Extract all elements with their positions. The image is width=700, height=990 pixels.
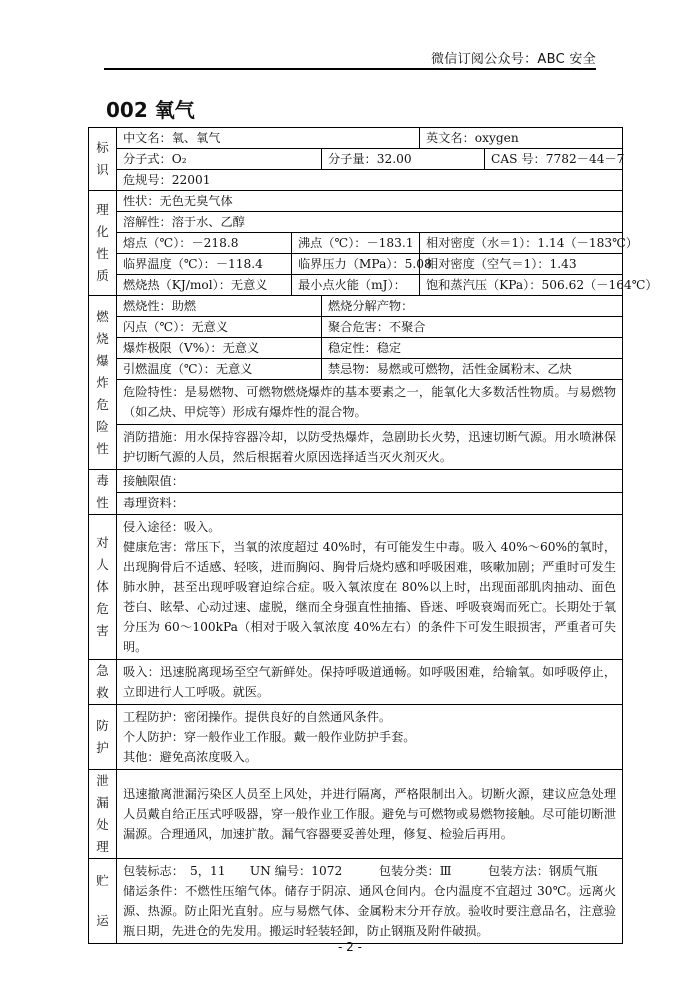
boiling-cell: 沸点（℃）：－183.1 — [292, 233, 420, 254]
header-rule — [104, 68, 596, 70]
mol-weight-cell: 分子量：32.00 — [322, 149, 485, 170]
combustion-heat-cell: 燃烧热（KJ/mol）：无意义 — [117, 275, 292, 296]
ident-row-1 — [89, 128, 623, 149]
toxicology-data-cell: 毒理资料： — [117, 492, 623, 515]
physchem-row-4 — [89, 254, 623, 275]
protection-category: 防 护 — [89, 705, 117, 770]
fire-row-4 — [89, 359, 623, 380]
physchem-row-2 — [89, 212, 623, 233]
flammability-cell: 燃烧性：助燃 — [117, 296, 322, 317]
fire-row-6 — [89, 425, 623, 470]
physchem-row-5 — [89, 275, 623, 296]
cas-cell: CAS 号：7782－44－7 — [485, 149, 623, 170]
autoignition-cell: 引燃温度（℃）：无意义 — [117, 359, 322, 380]
firefighting-cell: 消防措施：用水保持容器冷却，以防受热爆炸，急剧助长火势，迅速切断气源。用水喷淋保护切断气源的人员，然后根据着火原因选择适当灭火剂灭火。 — [117, 425, 623, 470]
min-ignition-cell: 最小点火能（mJ）： — [292, 275, 420, 296]
ident-row-3 — [89, 170, 623, 191]
firstaid-row — [89, 660, 623, 705]
leak-category: 泄 漏 处 理 — [89, 770, 117, 859]
storage-conditions-text: 储运条件：不燃性压缩气体。储存于阴凉、通风仓间内。仓内温度不宜超过 30℃。远离火源、热源。防止阳光直射。应与易燃气体、金属粉末分开存放。验收时要注意品名，注意验瓶日期，先进仓的先发用。搬运时轻装轻卸，防止钢瓶及附件破损。 — [123, 884, 617, 938]
flash-point-cell: 闪点（℃）：无意义 — [117, 317, 322, 338]
packing-info-text: 包装标志： 5，11 UN 编号：1072 包装分类：Ⅲ 包装方法：钢质气瓶 — [123, 864, 598, 878]
toxicity-row-2 — [89, 492, 623, 515]
wechat-account-label: 微信订阅公众号：ABC 安全 — [431, 52, 596, 67]
fire-row-5 — [89, 380, 623, 425]
storage-cell — [117, 859, 623, 944]
firstaid-category: 急 救 — [89, 660, 117, 705]
other-protection-text: 其他：避免高浓度吸入。 — [123, 750, 258, 764]
incompatible-cell: 禁忌物：易燃或可燃物，活性金属粉末、乙炔 — [322, 359, 623, 380]
leak-row — [89, 770, 623, 859]
protection-cell — [117, 705, 623, 770]
exposure-limits-cell: 接触限值： — [117, 470, 623, 493]
explosion-limit-cell: 爆炸极限（V%）：无意义 — [117, 338, 322, 359]
fire-row-3 — [89, 338, 623, 359]
hazard-no-cell: 危规号：22001 — [117, 170, 623, 191]
msds-table — [88, 127, 658, 944]
leak-handling-cell: 迅速撤离泄漏污染区人员至上风处，并进行隔离，严格限制出入。切断火源，建议应急处理人员戴自给正压式呼吸器，穿一般作业工作服。避免与可燃物或易燃物接触。尽可能切断泄漏源。合理通风，加速扩散。漏气容器要妥善处理，修复、检验后再用。 — [117, 770, 623, 859]
stability-cell: 稳定性：稳定 — [322, 338, 623, 359]
polymerization-cell: 聚合危害：不聚合 — [322, 317, 623, 338]
rel-density-air-cell: 相对密度（空气＝1）：1.43 — [420, 254, 623, 275]
personal-protection-text: 个人防护：穿一般作业工作服。戴一般作业防护手套。 — [123, 730, 416, 744]
solubility-cell: 溶解性：溶于水、乙醇 — [117, 212, 623, 233]
firstaid-cell: 吸入：迅速脱离现场至空气新鲜处。保持呼吸道通畅。如呼吸困难，给输氧。如呼吸停止，立即进行人工呼吸。就医。 — [117, 660, 623, 705]
fire-row-1 — [89, 296, 623, 317]
health-hazard-text: 健康危害：常压下，当氧的浓度超过 40%时，有可能发生中毒。吸入 40%～60%的氧时，出现胸骨后不适感、轻咳，进而胸闷、胸骨后烧灼感和呼吸困难，咳嗽加剧；严重时可发生肺水肿，甚至出现呼吸窘迫综合症。吸入氧浓度在 80%以上时，出现面部肌肉抽动、面色苍白、眩晕、心动过速、虚脱，继而全身强直性抽搐、昏迷、呼吸衰竭而死亡。长期处于氧分压为 60～100kPa（相对于吸入氧浓度 40%左右）的条件下可发生眼损害，严重者可失明。 — [123, 540, 617, 654]
formula-cell: 分子式：O₂ — [117, 149, 322, 170]
health-category: 对 人 体 危 害 — [89, 515, 117, 660]
engineering-protection-text: 工程防护：密闭操作。提供良好的自然通风条件。 — [123, 710, 392, 724]
melting-cell: 熔点（℃）：－218.8 — [117, 233, 292, 254]
crit-temp-cell: 临界温度（℃）：－118.4 — [117, 254, 292, 275]
storage-category: 贮 运 — [89, 859, 117, 944]
toxicity-row-1 — [89, 470, 623, 493]
toxicity-category: 毒 性 — [89, 470, 117, 515]
protection-row — [89, 705, 623, 770]
crit-pressure-cell: 临界压力（MPa）：5.08 — [292, 254, 420, 275]
physchem-row-3 — [89, 233, 623, 254]
decomposition-cell: 燃烧分解产物： — [322, 296, 623, 317]
fire-category: 燃 烧 爆 炸 危 险 性 — [89, 296, 117, 470]
entry-route-text: 侵入途径：吸入。 — [123, 520, 221, 534]
ident-row-2 — [89, 149, 623, 170]
fire-row-2 — [89, 317, 623, 338]
cn-name-cell: 中文名：氧、氧气 — [117, 128, 420, 149]
document-title: 002 氧气 — [106, 98, 195, 122]
physchem-category: 理 化 性 质 — [89, 191, 117, 296]
health-hazard-cell — [117, 515, 623, 660]
ident-category: 标 识 — [89, 128, 117, 191]
en-name-cell: 英文名：oxygen — [420, 128, 623, 149]
rel-density-water-cell: 相对密度（水＝1）：1.14（－183℃） — [420, 233, 623, 254]
vapor-pressure-cell: 饱和蒸汽压（KPa）：506.62（－164℃） — [420, 275, 623, 296]
storage-row — [89, 859, 623, 944]
hazard-characteristics-cell: 危险特性：是易燃物、可燃物燃烧爆炸的基本要素之一，能氧化大多数活性物质。与易燃物（如乙炔、甲烷等）形成有爆炸性的混合物。 — [117, 380, 623, 425]
physchem-row-1 — [89, 191, 623, 212]
page-number: - 2 - — [338, 940, 362, 954]
appearance-cell: 性状：无色无臭气体 — [117, 191, 623, 212]
health-row — [89, 515, 623, 660]
